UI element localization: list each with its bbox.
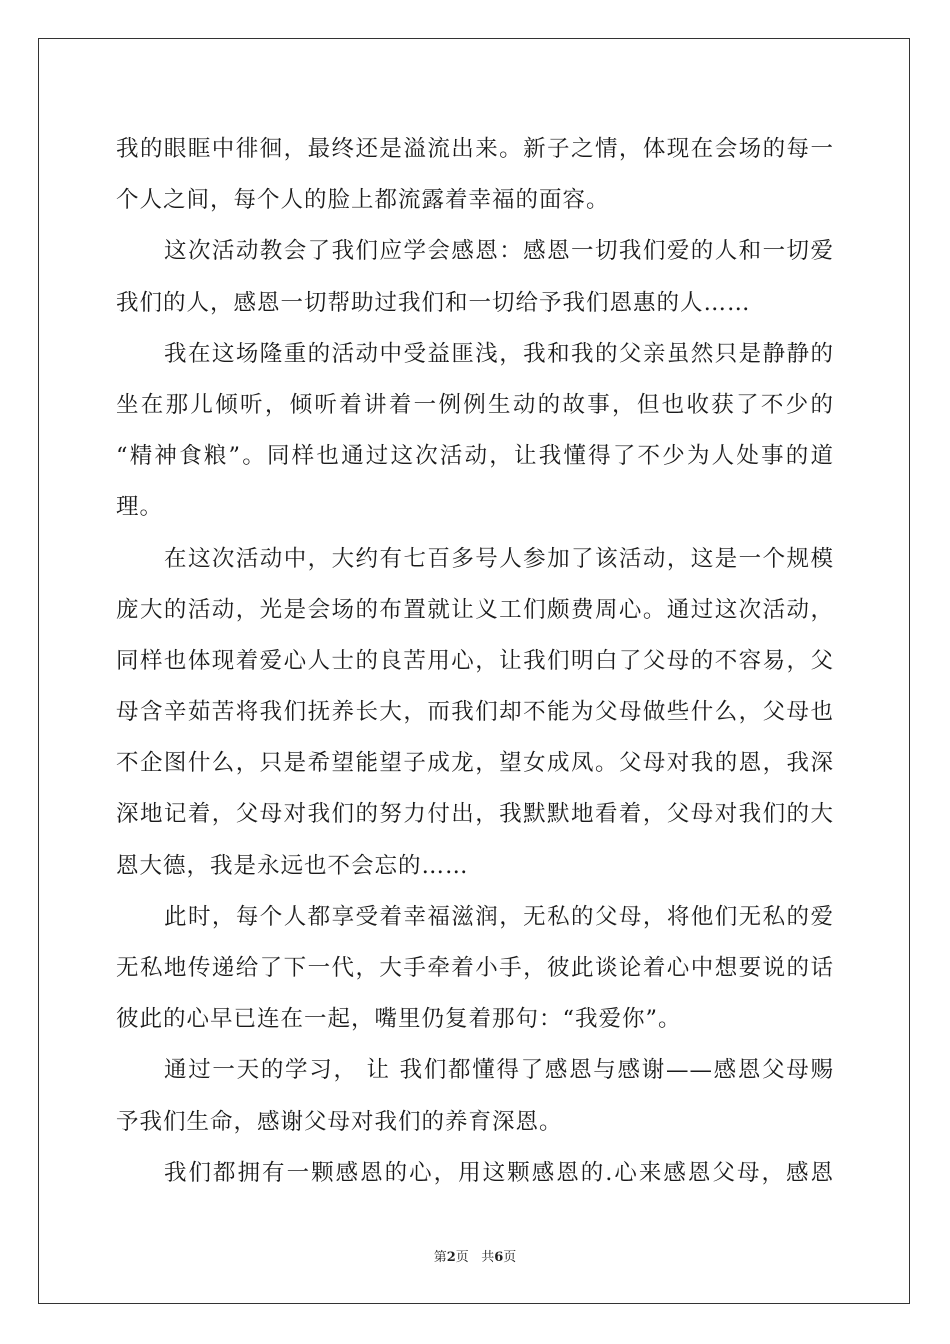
text-line: 恩大德，我是永远也不会忘的…… [116,852,469,879]
footer-page-prefix: 第 [433,1250,447,1265]
footer-page-suffix: 页 [455,1250,469,1265]
text-line: 不企图什么，只是希望能望子成龙，望女成凤。父母对我的恩，我深 [116,750,834,777]
text-line: 我们的人，感恩一切帮助过我们和一切给予我们恩惠的人…… [116,289,751,316]
footer-page-number: 2 [446,1250,456,1265]
text-line: 母含辛茹苦将我们抚养长大，而我们却不能为父母做些什么，父母也 [116,699,834,726]
text-line: 予我们生命，感谢父母对我们的养育深恩。 [116,1108,563,1135]
text-line: 我的眼眶中徘徊，最终还是溢流出来。新子之情，体现在会场的每一 [116,136,834,162]
footer-total-pages: 6 [494,1250,504,1265]
footer-total-suffix: 页 [503,1250,517,1265]
text-line: 此时，每个人都享受着幸福滋润，无私的父母，将他们无私的爱 [164,903,834,930]
text-line: 个人之间，每个人的脸上都流露着幸福的面容。 [116,187,610,214]
text-line: 坐在那儿倾听，倾听着讲着一例例生动的故事，但也收获了不少的 [116,391,834,418]
document-body [116,124,834,1199]
footer-total-prefix: 共 [481,1250,495,1265]
text-line: 这次活动教会了我们应学会感恩：感恩一切我们爱的人和一切爱 [164,238,834,265]
text-line: 无私地传递给了下一代，大手牵着小手，彼此谈论着心中想要说的话 [116,955,834,981]
text-line: 我们都拥有一颗感恩的心，用这颗感恩的.心来感恩父母，感恩 [164,1159,834,1186]
text-line: “精神食粮”。同样也通过这次活动，让我懂得了不少为人处事的道 [116,443,834,470]
page-footer [0,1246,950,1265]
text-line: 同样也体现着爱心人士的良苦用心，让我们明白了父母的不容易，父 [116,647,834,674]
text-line: 在这次活动中，大约有七百多号人参加了该活动，这是一个规模 [164,545,834,572]
text-line: 庞大的活动，光是会场的布置就让义工们颇费周心。通过这次活动， [116,596,834,623]
text-line: 理。 [116,494,164,521]
text-line: 深地记着，父母对我们的努力付出，我默默地看着，父母对我们的大 [116,801,834,828]
text-line: 我在这场隆重的活动中受益匪浅，我和我的父亲虽然只是静静的 [164,340,834,367]
text-line: 彼此的心早已连在一起，嘴里仍复着那句：“我爱你”。 [116,1006,682,1033]
text-line: 通过一天的学习， 让 我们都懂得了感恩与感谢——感恩父母赐 [164,1057,834,1084]
